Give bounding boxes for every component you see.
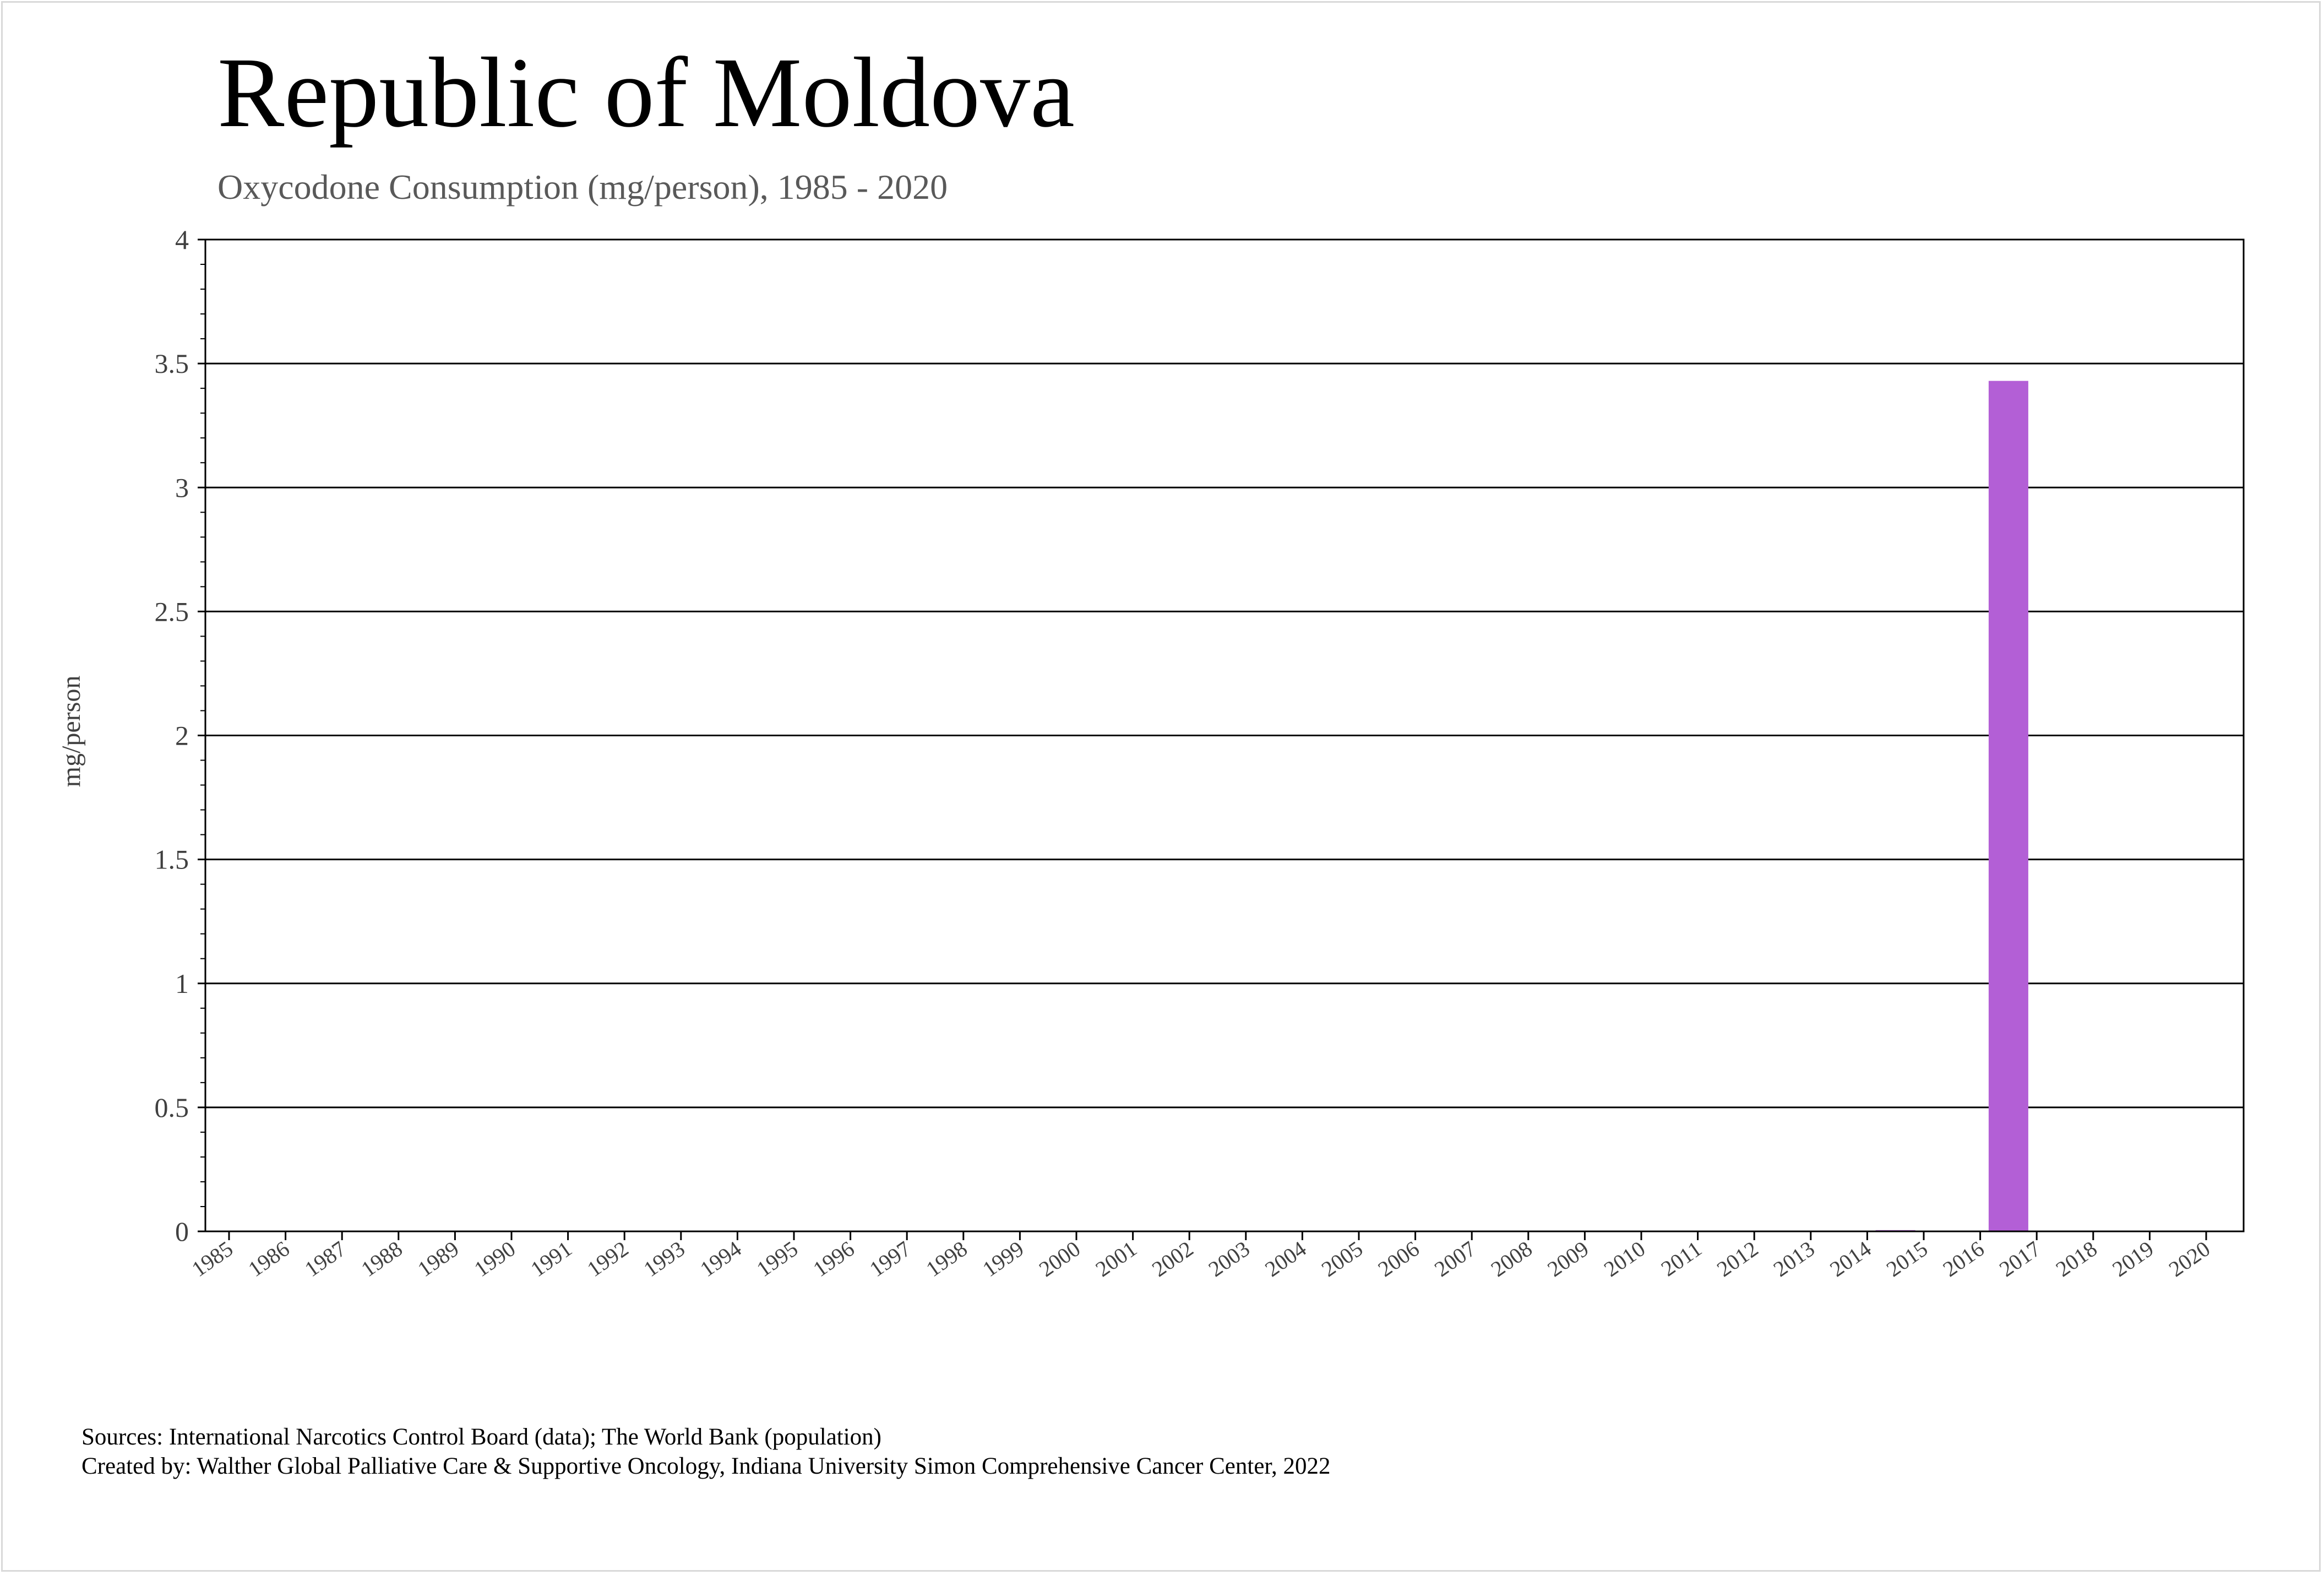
x-tick-label: 2006 [1373, 1236, 1424, 1282]
x-tick-labels [187, 1236, 2214, 1282]
x-tick-label: 1989 [413, 1236, 464, 1282]
y-tick-label: 0 [175, 1216, 189, 1247]
x-tick-label: 1994 [695, 1236, 746, 1282]
y-tick-label: 3.5 [154, 348, 189, 379]
x-tick-label: 1991 [526, 1236, 576, 1282]
y-tick-label: 1.5 [154, 844, 189, 875]
x-tick-label: 1986 [243, 1236, 294, 1282]
x-tick-label: 2003 [1204, 1236, 1254, 1282]
y-tick-label: 0.5 [154, 1091, 189, 1123]
bar-2016 [1989, 381, 2028, 1231]
x-tick-label: 1985 [187, 1236, 238, 1282]
x-tick-label: 2010 [1599, 1236, 1650, 1282]
x-tick-label: 2013 [1768, 1236, 1819, 1282]
gridlines [205, 240, 2244, 1107]
x-tick-label: 1999 [978, 1236, 1028, 1282]
x-tick-label: 1992 [583, 1236, 633, 1282]
x-tick-label: 2005 [1316, 1236, 1368, 1282]
x-tick-label: 2016 [1938, 1236, 1989, 1282]
axes [198, 240, 2244, 1240]
x-tick-label: 2018 [2051, 1236, 2102, 1282]
y-tick-label: 2.5 [154, 596, 189, 627]
x-tick-label: 2004 [1260, 1236, 1311, 1282]
y-tick-label: 3 [175, 472, 189, 503]
bars [1876, 381, 2028, 1231]
x-tick-label: 2001 [1091, 1236, 1141, 1282]
y-tick-label: 1 [175, 968, 189, 999]
x-tick-label: 2002 [1147, 1236, 1198, 1282]
y-tick-label: 2 [175, 720, 189, 751]
x-tick-label: 1997 [865, 1236, 916, 1282]
x-tick-label: 2008 [1486, 1236, 1537, 1282]
x-tick-label: 2011 [1656, 1236, 1706, 1281]
x-tick-label: 1990 [469, 1236, 520, 1282]
x-tick-label: 2015 [1881, 1236, 1933, 1282]
y-axis-label: mg/person [57, 675, 86, 788]
x-tick-label: 1987 [300, 1236, 351, 1282]
sources-note: Sources: International Narcotics Control Board (data); The World Bank (population) [81, 1424, 881, 1450]
created-by-note: Created by: Walther Global Palliative Care & Supportive Oncology, Indiana University Simon Comprehensive Cancer Center, 2022 [81, 1453, 1331, 1479]
x-tick-label: 2017 [1995, 1236, 2045, 1282]
chart-title: Republic of Moldova [217, 37, 1075, 148]
chart-footer [81, 1422, 1331, 1481]
y-tick-labels [155, 224, 189, 1247]
x-tick-label: 2007 [1430, 1236, 1481, 1282]
y-tick-label: 4 [175, 224, 189, 255]
x-tick-label: 1988 [356, 1236, 407, 1282]
x-tick-label: 1996 [808, 1236, 859, 1282]
x-tick-label: 1993 [639, 1236, 689, 1282]
x-tick-label: 2012 [1712, 1236, 1763, 1282]
chart-subtitle: Oxycodone Consumption (mg/person), 1985 - 2020 [217, 167, 948, 207]
x-tick-label: 1998 [921, 1236, 972, 1282]
x-tick-label: 2019 [2108, 1236, 2158, 1282]
x-tick-label: 2014 [1825, 1236, 1876, 1282]
x-tick-label: 2020 [2164, 1236, 2215, 1282]
x-tick-label: 1995 [752, 1236, 803, 1282]
x-tick-label: 2000 [1034, 1236, 1085, 1282]
x-tick-label: 2009 [1543, 1236, 1593, 1282]
